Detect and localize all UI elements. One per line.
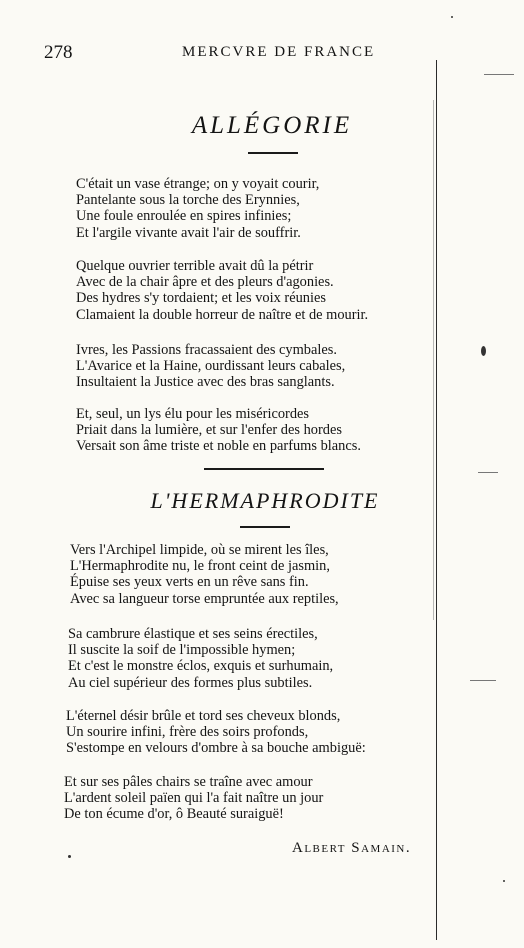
poem-title: L'HERMAPHRODITE bbox=[150, 488, 380, 513]
stanza bbox=[66, 708, 366, 757]
title-underline bbox=[248, 152, 298, 154]
binding-shadow-line bbox=[433, 100, 434, 620]
verse-line: L'Hermaphrodite nu, le front ceint de jasmin, bbox=[70, 558, 330, 575]
verse-line: S'estompe en velours d'ombre à sa bouche ambiguë: bbox=[66, 740, 366, 757]
verse-line: Vers l'Archipel limpide, où se mirent les îles, bbox=[70, 542, 329, 558]
stanza bbox=[68, 626, 333, 691]
verse-line: L'Avarice et la Haine, ourdissant leurs cabales, bbox=[76, 358, 346, 375]
verse-line: Il suscite la soif de l'impossible hymen; bbox=[68, 642, 296, 659]
verse-line: Des hydres s'y tordaient; et les voix réunies bbox=[76, 290, 326, 307]
page-number: 278 bbox=[44, 42, 73, 63]
verse-line: Et c'est le monstre éclos, exquis et surhumain, bbox=[68, 658, 334, 675]
stanza bbox=[76, 406, 361, 455]
verse-line: Quelque ouvrier terrible avait dû la pétrir bbox=[76, 258, 314, 274]
edge-mark bbox=[470, 680, 496, 681]
verse-line: De ton écume d'or, ô Beauté suraiguë! bbox=[64, 806, 284, 823]
edge-mark bbox=[484, 74, 514, 75]
verse-line: L'ardent soleil païen qui l'a fait naître un jour bbox=[64, 790, 324, 807]
verse-line: Clamaient la double horreur de naître et de mourir. bbox=[76, 306, 369, 323]
verse-line: Une foule enroulée en spires infinies; bbox=[76, 208, 292, 225]
verse-line: Un sourire infini, frère des soirs profonds, bbox=[66, 724, 309, 741]
poem-divider bbox=[204, 468, 324, 470]
stanza bbox=[76, 176, 319, 241]
running-head: MERCVRE DE FRANCE bbox=[182, 44, 376, 60]
verse-line: Épuise ses yeux verts en un rêve sans fin. bbox=[70, 574, 309, 591]
verse-line: Avec de la chair âpre et des pleurs d'agonies. bbox=[76, 274, 334, 291]
verse-line: Et sur ses pâles chairs se traîne avec amour bbox=[64, 774, 313, 790]
stanza bbox=[76, 258, 368, 323]
verse-line: Avec sa langueur torse empruntée aux reptiles, bbox=[70, 590, 339, 607]
verse-line: Et, seul, un lys élu pour les miséricordes bbox=[76, 406, 310, 422]
poem-title: ALLÉGORIE bbox=[191, 112, 353, 139]
stanza bbox=[70, 542, 339, 607]
verse-line: Et l'argile vivante avait l'air de souffrir. bbox=[76, 224, 301, 241]
ink-speck bbox=[68, 855, 71, 858]
ink-speck bbox=[451, 16, 453, 18]
stanza bbox=[76, 342, 345, 391]
verse-line: Au ciel supérieur des formes plus subtiles. bbox=[68, 674, 313, 691]
verse-line: Pantelante sous la torche des Erynnies, bbox=[76, 192, 300, 209]
ink-speck bbox=[481, 346, 486, 356]
ink-speck bbox=[503, 880, 505, 882]
edge-mark bbox=[478, 472, 498, 473]
verse-line: L'éternel désir brûle et tord ses cheveux blonds, bbox=[66, 708, 341, 724]
verse-line: Sa cambrure élastique et ses seins érectiles, bbox=[68, 626, 318, 642]
verse-line: Insultaient la Justice avec des bras sanglants. bbox=[76, 374, 335, 391]
verse-line: Ivres, les Passions fracassaient des cymbales. bbox=[76, 342, 337, 358]
verse-line: Priait dans la lumière, et sur l'enfer des hordes bbox=[76, 422, 342, 439]
author-signature: Albert Samain. bbox=[292, 840, 412, 856]
title-underline bbox=[240, 526, 290, 528]
verse-line: C'était un vase étrange; on y voyait courir, bbox=[76, 176, 320, 192]
verse-line: Versait son âme triste et noble en parfums blancs. bbox=[76, 438, 361, 455]
stanza bbox=[64, 774, 323, 823]
